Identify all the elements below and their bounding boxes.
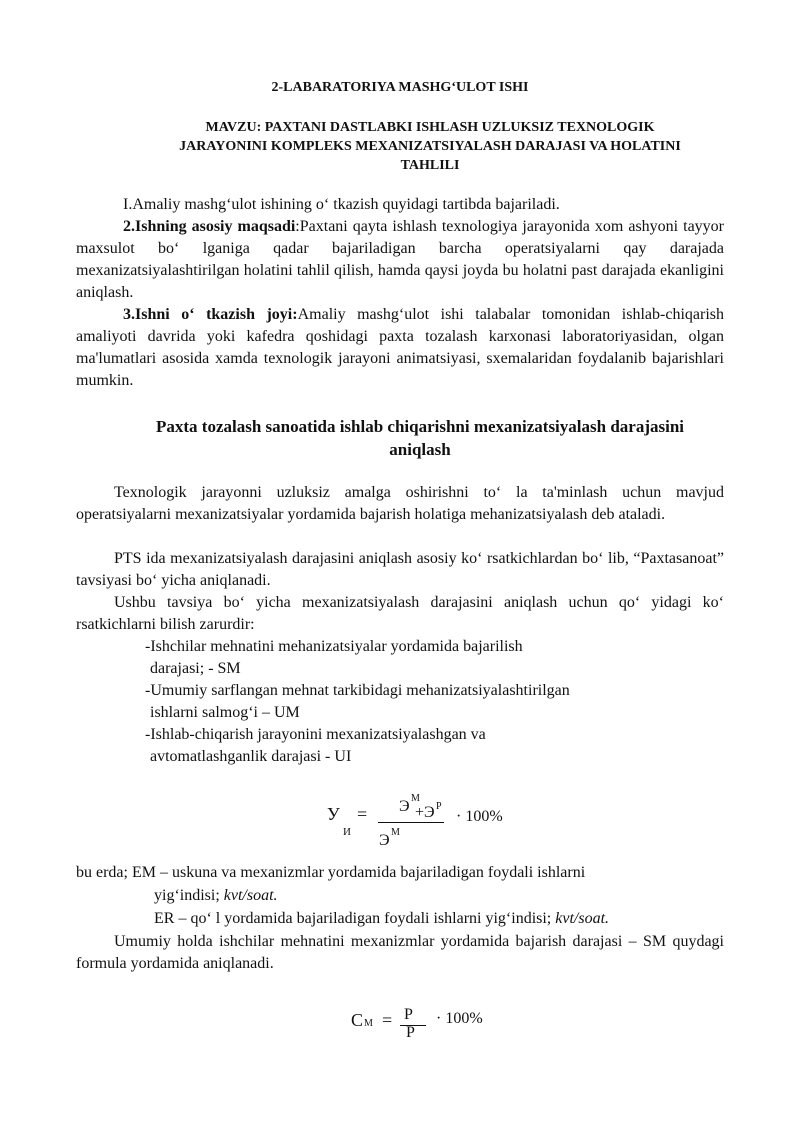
list-item <box>145 680 705 724</box>
topic-line-2: JARAYONINI KOMPLEKS MEXANIZATSIYALASH DARAJASI VA HOLATINI <box>179 139 681 154</box>
location-text: Amaliy mashg‘ulot ishi talabalar tomonidan ishlab-chiqarish amaliyoti davrida yoki kafedra qoshidagi paxta tozalash karxonasi laboratoriyasidan, olgan ma'lumatlari asosida xamda texnologik jarayoni animatsiyasi, sxemalaridan foydalanib bajarishlari mumkin. <box>76 306 724 389</box>
formula-ui-lhs-sub: И <box>343 826 351 838</box>
formula-ui-num-a-sup: М <box>411 793 420 804</box>
formula-sm-den: Р <box>406 1024 415 1041</box>
formula-ui-num-b-sup: Р <box>436 801 442 812</box>
formula-ui-num-a: Э <box>399 798 410 815</box>
formula-sm-equals: = <box>382 1010 393 1030</box>
formula-sm-lhs: С <box>351 1010 364 1030</box>
formula-ui-num-plus: +Э <box>415 804 435 821</box>
intro-paragraph-2 <box>76 216 724 304</box>
formula-ui-den-sup: М <box>391 827 400 838</box>
formula-ui-den: Э <box>379 832 390 849</box>
document-title: 2-LABARATORIYA MASHG‘ULOT ISHI <box>271 80 529 95</box>
formula-ui-tail: · 100% <box>456 808 503 825</box>
definitions <box>76 861 736 930</box>
section-paragraph-1: Texnologik jarayonni uzluksiz amalga oshirishni to‘ la ta'minlash uchun mavjud operatsiyalarni mexanizatsiyalar yordamida bajarish holatiga mehanizatsiyalash deb ataladi. <box>76 484 724 523</box>
topic-line-1: MAVZU: PAXTANI DASTLABKI ISHLASH UZLUKSIZ TEXNOLOGIK <box>205 120 655 135</box>
formula-sm-lhs-sub: М <box>364 1018 373 1029</box>
formula-ui-fraction-bar <box>378 822 444 823</box>
indicator-list <box>145 636 705 768</box>
purpose-text: :Paxtani qayta ishlash texnologiya jarayonida xom ashyoni tayyor maxsulot bo‘ lganiga qadar bajariladigan barcha operatsiyalarni qay darajada mexanizatsiyalashtirilgan holatini tahlil qilish, hamda qaysi joyda bu holatni past darajada ekanligini aniqlash. <box>76 218 724 301</box>
formula-ui-lhs: У <box>327 804 340 824</box>
formula-sm-tail: · 100% <box>436 1010 483 1027</box>
closing-paragraph: Umumiy holda ishchilar mehnatini mexanizmlar yordamida bajarish darajasi – SM quydagi formula yordamida aniqlanadi. <box>76 933 724 972</box>
list-item-line-2: darajasi; - SM <box>150 660 241 677</box>
section-heading-line-1: Paxta tozalash sanoatida ishlab chiqarishni mexanizatsiyalash darajasini <box>155 417 685 436</box>
topic-heading <box>120 118 740 175</box>
list-item-line-1: -Umumiy sarflangan mehnat tarkibidagi mehanizatsiyalashtirilgan <box>145 682 570 699</box>
unit-text: kvt/soat. <box>555 910 610 927</box>
purpose-label: 2.Ishning asosiy maqsadi <box>123 218 296 235</box>
list-item <box>145 636 705 680</box>
intro-paragraph-1: I.Amaliy mashg‘ulot ishining o‘ tkazish quyidagi tartibda bajariladi. <box>123 196 560 213</box>
section-paragraph-3: Ushbu tavsiya bo‘ yicha mexanizatsiyalash darajasini aniqlash uchun qo‘ yidagi ko‘ rsatkichlarni bilish zarurdir: <box>76 594 724 633</box>
definition-line-1: bu erda; EM – uskuna va mexanizmlar yordamida bajariladigan foydali ishlarni <box>76 864 586 881</box>
definition-line-3: ER – qo‘ l yordamida bajariladigan foydali ishlarni yig‘indisi; kvt/soat. <box>154 910 610 927</box>
definition-line-2: yig‘indisi; kvt/soat. <box>154 887 278 904</box>
intro-paragraph-3 <box>76 304 724 392</box>
list-item-line-1: -Ishlab-chiqarish jarayonini mexanizatsiyalashgan va <box>145 726 486 743</box>
list-item <box>145 724 705 768</box>
formula-ui-equals: = <box>357 804 368 824</box>
list-item-line-2: ishlarni salmog‘i – UM <box>150 704 300 721</box>
formula-sm-num: Р <box>404 1006 413 1023</box>
section-heading <box>100 415 740 461</box>
unit-text: kvt/soat. <box>223 887 278 904</box>
list-item-line-1: -Ishchilar mehnatini mehanizatsiyalar yordamida bajarilish <box>145 638 523 655</box>
section-heading-line-2: aniqlash <box>389 440 451 459</box>
list-item-line-2: avtomatlashganlik darajasi - UI <box>150 748 352 765</box>
topic-line-3: TAHLILI <box>400 158 460 173</box>
location-label: 3.Ishni o‘ tkazish joyi: <box>123 306 298 323</box>
section-paragraph-2: PTS ida mexanizatsiyalash darajasini aniqlash asosiy ko‘ rsatkichlardan bo‘ lib, “Paxtasanoat” tavsiyasi bo‘ yicha aniqlanadi. <box>76 550 724 589</box>
